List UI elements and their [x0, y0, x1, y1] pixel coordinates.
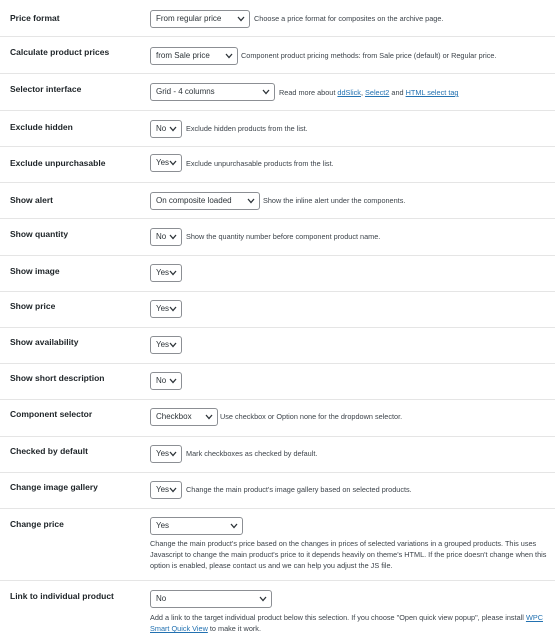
chevron-down-icon: [230, 523, 238, 529]
checked-default-select[interactable]: Yes: [150, 445, 182, 463]
row-show-price: [0, 291, 555, 327]
label-show-availability: Show availability: [10, 337, 79, 347]
chevron-down-icon: [262, 89, 270, 95]
component-selector-select[interactable]: Checkbox: [150, 408, 218, 426]
row-change-gallery: [0, 472, 555, 508]
label-exclude-hidden: Exclude hidden: [10, 122, 73, 132]
calc-prices-desc: Component product pricing methods: from Sale price (default) or Regular price.: [241, 51, 497, 60]
chevron-down-icon: [169, 270, 177, 276]
row-show-short-desc: [0, 363, 555, 399]
row-price-format: [0, 0, 555, 36]
chevron-down-icon: [169, 234, 177, 240]
row-exclude-unpurchasable: [0, 146, 555, 182]
html-select-tag-link[interactable]: HTML select tag: [405, 88, 459, 97]
label-show-quantity: Show quantity: [10, 229, 69, 239]
selector-interface-select[interactable]: Grid - 4 columns: [150, 83, 275, 101]
label-change-gallery: Change image gallery: [10, 482, 98, 492]
label-selector-interface: Selector interface: [10, 84, 82, 94]
show-availability-select[interactable]: Yes: [150, 336, 182, 354]
label-exclude-unpurchasable: Exclude unpurchasable: [10, 158, 106, 168]
show-quantity-select[interactable]: No: [150, 228, 182, 246]
change-price-select[interactable]: Yes: [150, 517, 243, 535]
show-image-select[interactable]: Yes: [150, 264, 182, 282]
exclude-unpurchasable-select[interactable]: Yes: [150, 154, 182, 172]
change-gallery-desc: Change the main product's image gallery based on selected products.: [186, 485, 412, 494]
row-calc-prices: [0, 36, 555, 73]
chevron-down-icon: [169, 378, 177, 384]
label-price-format: Price format: [10, 13, 60, 23]
chevron-down-icon: [169, 160, 177, 166]
row-show-alert: [0, 182, 555, 218]
selector-interface-desc: Read more about ddSlick, Select2 and HTML select tag: [279, 88, 459, 97]
label-component-selector: Component selector: [10, 409, 93, 419]
row-exclude-hidden: [0, 110, 555, 146]
label-link-individual: Link to individual product: [10, 591, 114, 601]
chevron-down-icon: [169, 487, 177, 493]
row-checked-default: [0, 436, 555, 472]
label-show-image: Show image: [10, 266, 60, 276]
component-selector-desc: Use checkbox or Option none for the dropdown selector.: [220, 412, 403, 421]
chevron-down-icon: [247, 198, 255, 204]
show-price-select[interactable]: Yes: [150, 300, 182, 318]
chevron-down-icon: [169, 306, 177, 312]
exclude-hidden-select[interactable]: No: [150, 120, 182, 138]
row-show-availability: [0, 327, 555, 363]
link-individual-select[interactable]: No: [150, 590, 272, 608]
row-change-price: [0, 508, 555, 580]
row-link-individual: [0, 580, 555, 640]
wpc-smart-quick-view-link[interactable]: WPC Smart Quick View: [150, 613, 543, 634]
chevron-down-icon: [169, 126, 177, 132]
show-alert-select[interactable]: On composite loaded: [150, 192, 260, 210]
chevron-down-icon: [169, 451, 177, 457]
show-alert-desc: Show the inline alert under the components.: [263, 196, 406, 205]
row-show-quantity: [0, 218, 555, 255]
change-price-desc: Change the main product's price based on the changes in prices of selected variations in a grouped products. This uses Javascript to change the main product's price to it depends heavily on theme's HTML. If the price doesn't change when this option is enabled, please contact us and we can help you adjust the JS file.: [150, 539, 547, 571]
row-component-selector: [0, 399, 555, 436]
link-individual-desc: Add a link to the target individual product below this selection. If you choose "Open quick view popup", please install WPC Smart Quick View to make it work.: [150, 613, 543, 634]
chevron-down-icon: [169, 342, 177, 348]
label-change-price: Change price: [10, 519, 64, 529]
ddslick-link[interactable]: ddSlick: [337, 88, 361, 97]
exclude-unpurchasable-desc: Exclude unpurchasable products from the list.: [186, 159, 334, 168]
chevron-down-icon: [237, 16, 245, 22]
label-calc-prices: Calculate product prices: [10, 47, 110, 57]
row-show-image: [0, 255, 555, 291]
label-show-alert: Show alert: [10, 195, 53, 205]
price-format-desc: Choose a price format for composites on the archive page.: [254, 14, 444, 23]
label-show-price: Show price: [10, 301, 56, 311]
row-selector-interface: [0, 73, 555, 110]
chevron-down-icon: [205, 414, 213, 420]
chevron-down-icon: [225, 53, 233, 59]
label-checked-default: Checked by default: [10, 446, 88, 456]
chevron-down-icon: [259, 596, 267, 602]
price-format-select[interactable]: From regular price: [150, 10, 250, 28]
label-show-short-desc: Show short description: [10, 373, 105, 383]
exclude-hidden-desc: Exclude hidden products from the list.: [186, 124, 308, 133]
show-quantity-desc: Show the quantity number before component product name.: [186, 232, 381, 241]
change-gallery-select[interactable]: Yes: [150, 481, 182, 499]
checked-default-desc: Mark checkboxes as checked by default.: [186, 449, 318, 458]
calc-prices-select[interactable]: from Sale price: [150, 47, 238, 65]
select2-link[interactable]: Select2: [365, 88, 390, 97]
show-short-desc-select[interactable]: No: [150, 372, 182, 390]
